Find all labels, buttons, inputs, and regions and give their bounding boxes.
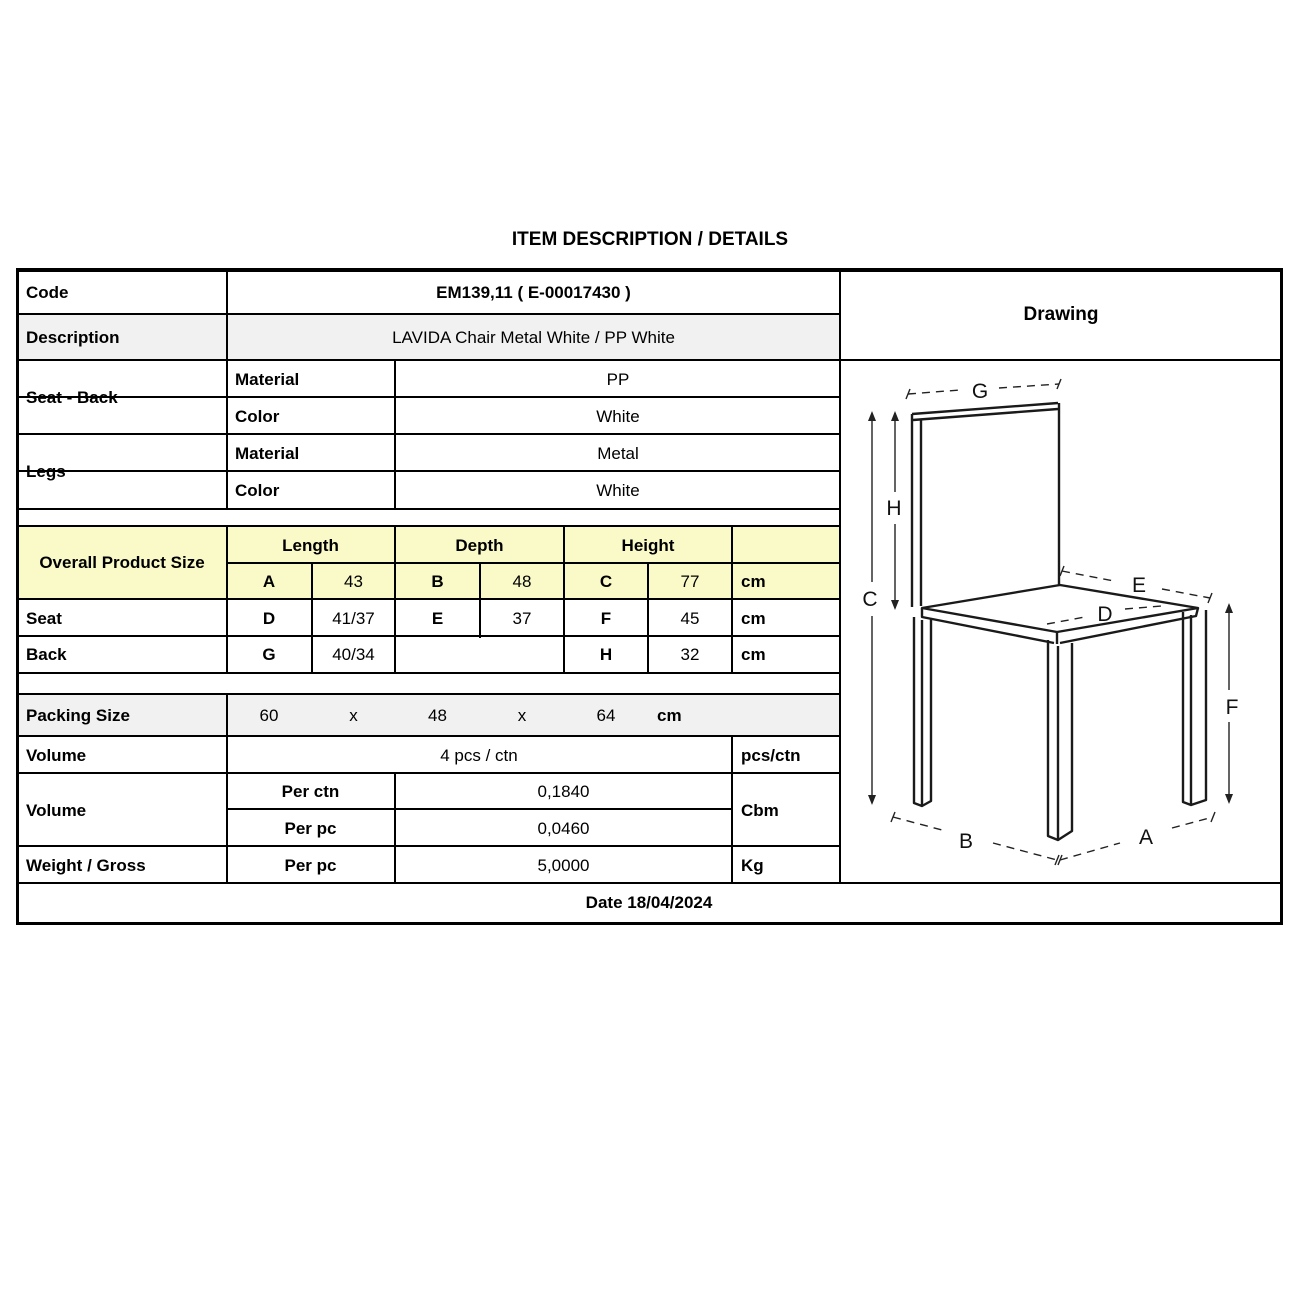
arrow-icon — [1225, 794, 1233, 804]
volume-pcs-value: 4 pcs / ctn — [440, 745, 518, 765]
volume-cbm-unit: Cbm — [741, 800, 779, 820]
legs-color-value: White — [596, 480, 640, 500]
dim-line-e — [1162, 589, 1210, 598]
per-pc-label: Per pc — [284, 818, 337, 838]
arrow-icon — [891, 411, 899, 421]
weight-label: Weight / Gross — [26, 855, 146, 875]
description-value: LAVIDA Chair Metal White / PP White — [392, 328, 675, 347]
dim-line-a — [1060, 843, 1120, 860]
packing-dim2: 48 — [428, 706, 447, 725]
chair-frame — [912, 403, 1206, 840]
seat-back-material-value: PP — [606, 369, 630, 389]
arrow-icon — [868, 795, 876, 805]
seat-e-label: E — [431, 608, 444, 628]
backrest-top-inner — [913, 409, 1058, 420]
volume-pcs-unit: pcs/ctn — [741, 745, 801, 765]
back-g-value: 40/34 — [332, 645, 375, 664]
seat-back-material-label: Material — [235, 369, 300, 389]
per-pc-value: 0,0460 — [537, 818, 590, 838]
depth-header: Depth — [455, 535, 504, 555]
legs-color-label: Color — [235, 480, 280, 500]
date-label: Date 18/04/2024 — [585, 893, 713, 912]
overall-c-value: 77 — [680, 572, 700, 591]
seat-f-label: F — [600, 608, 612, 628]
back-g-label: G — [262, 645, 276, 664]
overall-unit: cm — [741, 572, 766, 591]
per-ctn-label: Per ctn — [281, 782, 340, 801]
table-border-bottom — [16, 922, 1283, 925]
back-unit: cm — [741, 645, 766, 664]
description-label: Description — [26, 328, 120, 347]
dim-label-b: B — [958, 830, 974, 853]
packing-sep1: x — [349, 706, 358, 725]
chair-drawing — [840, 361, 1282, 884]
leg-right — [1183, 610, 1206, 805]
dim-label-a: A — [1138, 826, 1154, 849]
seat-back-label: Seat - Back — [26, 388, 118, 407]
seat-back-color-value: White — [596, 406, 640, 426]
backrest-top-outer — [912, 403, 1058, 414]
legs-label: Legs — [26, 462, 66, 481]
overall-a-label: A — [262, 572, 276, 591]
legs-material-label: Material — [235, 443, 300, 463]
overall-b-label: B — [431, 572, 444, 591]
per-ctn-value: 0,1840 — [537, 782, 590, 801]
packing-dim3: 64 — [596, 706, 616, 725]
code-label: Code — [26, 282, 69, 302]
dim-label-e: E — [1131, 574, 1147, 597]
volume-cbm-label: Volume — [26, 800, 87, 820]
packing-dim1: 60 — [259, 706, 279, 725]
dim-label-d: D — [1097, 603, 1113, 626]
packing-unit: cm — [657, 706, 682, 725]
dim-tick — [1211, 812, 1215, 822]
overall-a-value: 43 — [344, 572, 363, 591]
dim-label-g: G — [971, 380, 989, 403]
dim-line-g — [999, 384, 1059, 388]
leg-front — [1048, 640, 1072, 840]
arrow-icon — [891, 600, 899, 610]
seat-d-value: 41/37 — [332, 608, 375, 628]
dim-line-b — [993, 843, 1057, 860]
dim-line-b — [893, 817, 942, 830]
seat-row-label: Seat — [26, 608, 62, 628]
legs-material-value: Metal — [597, 443, 639, 463]
volume-pcs-label: Volume — [26, 745, 87, 765]
length-header: Length — [282, 535, 339, 555]
seat-unit: cm — [741, 608, 766, 628]
overall-size-label — [18, 527, 226, 600]
code-value: EM139,11 ( E-00017430 ) — [436, 282, 631, 302]
weight-per-pc-label: Per pc — [284, 855, 337, 875]
arrow-icon — [1225, 603, 1233, 613]
back-h-value: 32 — [680, 645, 700, 664]
back-h-label: H — [599, 645, 613, 664]
overall-c-label: C — [599, 572, 613, 591]
seat-back-color-label: Color — [235, 406, 280, 426]
overall-b-value: 48 — [512, 572, 532, 591]
packing-label: Packing Size — [26, 706, 130, 725]
overall-size-label-text: Overall Product Size — [39, 553, 205, 573]
seat-f-value: 45 — [680, 608, 700, 628]
dim-label-h: H — [886, 497, 902, 520]
height-header: Height — [621, 535, 675, 555]
page-title: ITEM DESCRIPTION / DETAILS — [511, 229, 789, 250]
dim-line-g — [908, 390, 960, 394]
dim-label-c: C — [862, 588, 878, 611]
weight-value: 5,0000 — [537, 855, 590, 875]
arrow-icon — [868, 411, 876, 421]
seat-d-label: D — [262, 608, 276, 628]
dim-label-f: F — [1225, 696, 1239, 719]
dim-line-a — [1172, 817, 1213, 828]
weight-unit: Kg — [741, 855, 764, 875]
back-row-label: Back — [26, 645, 67, 664]
seat-e-value: 37 — [512, 608, 532, 628]
dim-line-e — [1062, 571, 1114, 581]
drawing-title: Drawing — [1023, 303, 1099, 325]
packing-sep2: x — [517, 706, 527, 725]
